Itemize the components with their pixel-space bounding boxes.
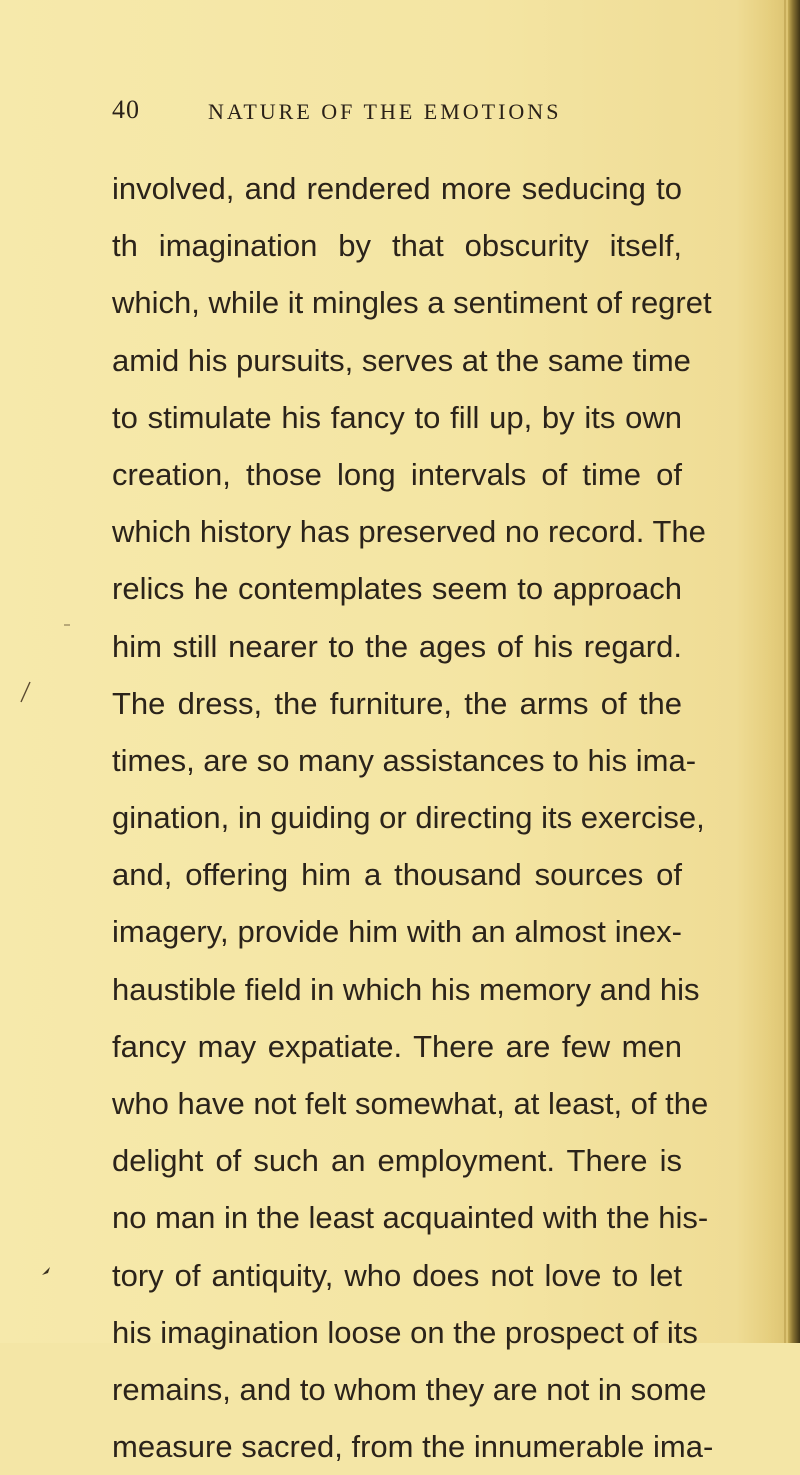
text-line: tory of antiquity, who does not love to let: [112, 1257, 682, 1293]
text-line: The dress, the furniture, the arms of the: [112, 685, 682, 721]
text-line: measure sacred, from the innumerable ima-: [112, 1429, 714, 1465]
page-header: [112, 95, 672, 135]
text-line: amid his pursuits, serves at the same time: [112, 342, 691, 378]
text-line: which history has preserved no record. The: [112, 514, 706, 550]
text-line: involved, and rendered more seducing to: [112, 171, 682, 206]
text-line: who have not felt somewhat, at least, of the: [112, 1086, 709, 1121]
text-line: no man in the least acquainted with the his-: [112, 1200, 709, 1236]
text-line: haustible field in which his memory and his: [112, 971, 700, 1007]
running-head: NATURE OF THE EMOTIONS: [208, 99, 562, 124]
text-line: and, offering him a thousand sources of: [112, 857, 682, 893]
text-line: relics he contemplates seem to approach: [112, 571, 682, 607]
page-edge-line: [784, 0, 786, 1343]
paper-speck: [40, 1265, 52, 1277]
text-line: remains, and to whom they are not in some: [112, 1371, 707, 1407]
text-line: him still nearer to the ages of his regard.: [112, 628, 682, 664]
page-number: 40: [112, 95, 140, 124]
text-line: imagery, provide him with an almost inex-: [112, 914, 682, 950]
body-text: [112, 160, 714, 1475]
text-line: his imagination loose on the prospect of its: [112, 1314, 698, 1350]
text-line: times, are so many assistances to his ima-: [112, 742, 697, 778]
text-line: to stimulate his fancy to fill up, by its own: [112, 399, 682, 435]
page-edge-shadow: [788, 0, 800, 1343]
margin-pencil-mark: [18, 680, 32, 704]
text-line: gination, in guiding or directing its exercise,: [112, 800, 705, 836]
text-line: delight of such an employment. There is: [112, 1143, 682, 1179]
text-line: creation, those long intervals of time of: [112, 456, 682, 492]
text-line: fancy may expatiate. There are few men: [112, 1028, 682, 1064]
text-line: which, while it mingles a sentiment of regret: [112, 285, 712, 321]
margin-tick-mark: [62, 620, 72, 630]
text-line: th imagination by that obscurity itself,: [112, 228, 682, 264]
